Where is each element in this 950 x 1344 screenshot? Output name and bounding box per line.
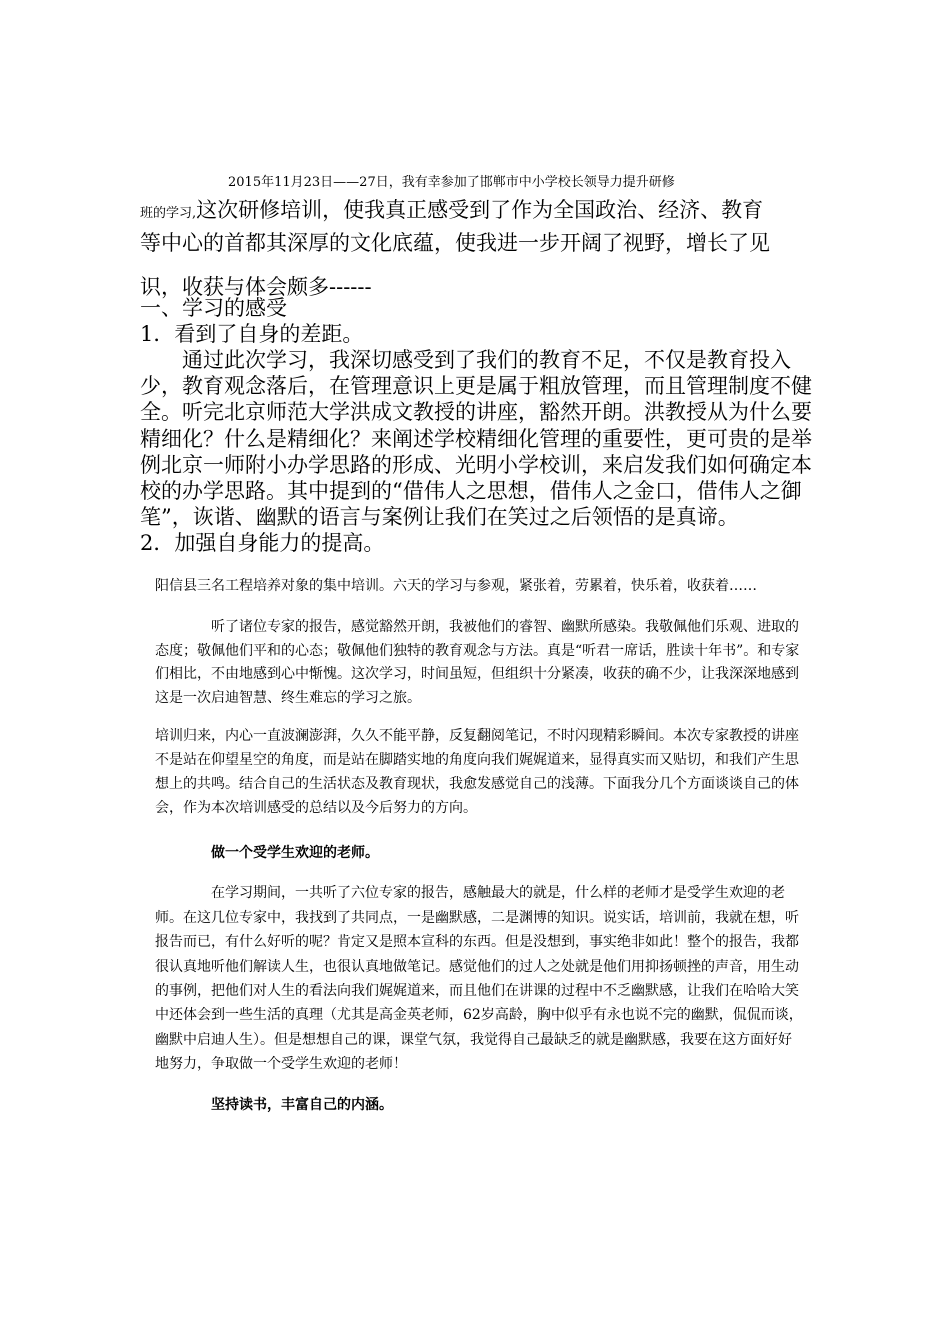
- section-learning-feelings: [140, 295, 820, 556]
- section-heading: 一、学习的感受: [140, 296, 287, 320]
- intro-line-4: 识，收获与体会颇多------: [140, 275, 372, 299]
- paragraph-gap: 通过此次学习，我深切感受到了我们的教育不足，不仅是教育投入少，教育观念落后，在管理意识上更是属于粗放管理，而且管理制度不健全。听完北京师范大学洪成文教授的讲座，豁然开朗。洪教授从为什么要精细化？什么是精细化？来阐述学校精细化管理的重要性，更可贵的是举例北京一师附小办学思路的形成、光明小学校训，来启发我们如何确定本校的办学思路。其中提到的“借伟人之思想，借伟人之金口，借伟人之御笔”，诙谐、幽默的语言与案例让我们在笑过之后领悟的是真谛。: [140, 348, 812, 530]
- paragraph-experts: 听了诸位专家的报告，感觉豁然开朗，我被他们的睿智、幽默所感染。我敬佩他们乐观、进取的态度；敬佩他们平和的心态；敬佩他们独特的教育观念与方法。真是“听君一席话，胜读十年书”。和专家们相比，不由地感到心中惭愧。这次学习，时间虽短，但组织十分紧凑，收获的确不少，让我深深地感到这是一次启迪智慧、终生难忘的学习之旅。: [155, 619, 800, 706]
- paragraph-after-training: 培训归来，内心一直波澜澎湃，久久不能平静，反复翻阅笔记，不时闪现精彩瞬间。本次专家教授的讲座不是站在仰望星空的角度，而是站在脚踏实地的角度向我们娓娓道来，显得真实而又贴切，和我们产生思想上的共鸣。结合自己的生活状态及教育现状，我愈发感觉自己的浅薄。下面我分几个方面谈谈自己的体会，作为本次培训感受的总结以及今后努力的方向。: [155, 728, 799, 817]
- paragraph-humor: 在学习期间，一共听了六位专家的报告，感触最大的就是，什么样的老师才是受学生欢迎的老师。在这几位专家中，我找到了共同点，一是幽默感，二是渊博的知识。说实话，培训前，我就在想，听报告而已，有什么好听的呢？肯定又是照本宣科的东西。但是没想到，事实绝非如此！整个的报告，我都很认真地听他们解读人生，也很认真地做笔记。感觉他们的过人之处就是他们用抑扬顿挫的声音，用生动的事例，把他们对人生的看法向我们娓娓道来，而且他们在讲课的过程中不乏幽默感，让我们在哈哈大笑中还体会到一些生活的真理（尤其是高金英老师，62岁高龄，胸中似乎有永也说不完的幽默，侃侃而谈，幽默中启迪人生）。但是想想自己的课，课堂气氛，我觉得自己最缺乏的就是幽默感，我要在这方面好好地努力，争取做一个受学生欢迎的老师！: [155, 885, 803, 1073]
- intro-line-2: [140, 196, 820, 228]
- intro-line-1: 2015年11月23日——27日，我有幸参加了邯郸市中小学校长领导力提升研修: [228, 175, 675, 190]
- subheading-gap: 1．看到了自身的差距。: [140, 322, 364, 346]
- subheading-ability: 2．加强自身能力的提高。: [140, 531, 385, 556]
- intro-paragraph: [140, 170, 820, 302]
- heading-reading: 坚持读书，丰富自己的内涵。: [211, 1096, 393, 1113]
- heading-welcome-teacher: 做一个受学生欢迎的老师。: [211, 845, 379, 862]
- training-reflection: [155, 574, 805, 1117]
- intro-line-3: 等中心的首都其深厚的文化底蕴，使我进一步开阔了视野，增长了见: [140, 231, 770, 255]
- paragraph-training-intro: 阳信县三名工程培养对象的集中培训。六天的学习与参观，紧张着，劳累着，快乐着，收获着……: [155, 578, 757, 594]
- intro-line-2-small: 班的学习,: [140, 206, 197, 221]
- intro-line-2-big: 这次研修培训，使我真正感受到了作为全国政治、经济、教育: [196, 198, 764, 222]
